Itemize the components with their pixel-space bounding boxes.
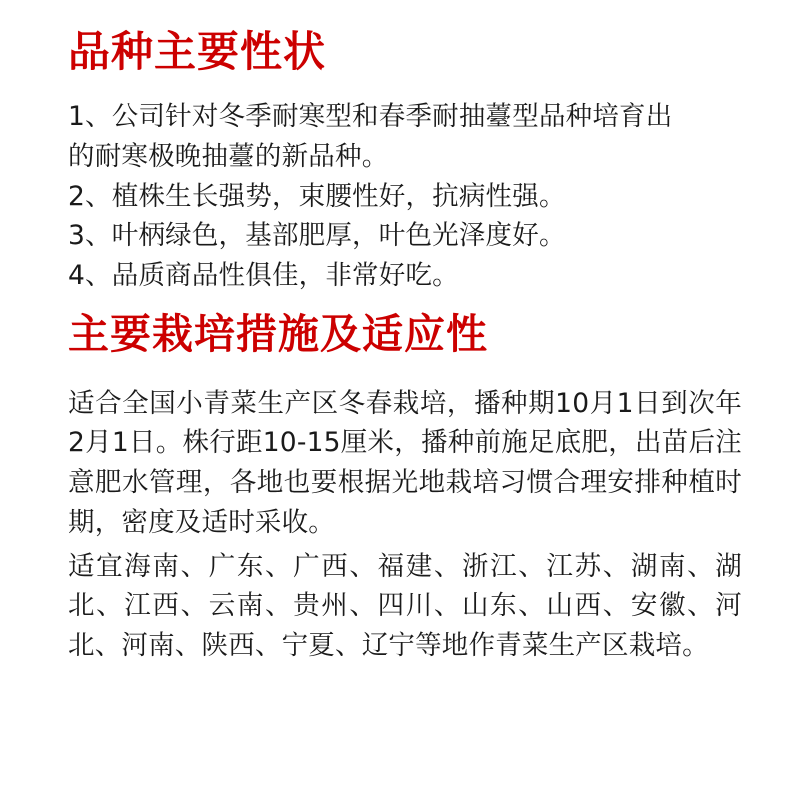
section-heading-variety-traits: 品种主要性状	[68, 27, 327, 76]
paragraph-suitable-regions: 适宜海南、广东、广西、福建、浙江、江苏、湖南、湖北、江西、云南、贵州、四川、山东、山西、安徽、河北、河南、陕西、宁夏、辽宁等地作青菜生产区栽培。	[68, 550, 742, 662]
paragraph-sowing-guidance: 适合全国小青菜生产区冬春栽培，播种期10月1日到次年2月1日。株行距10-15厘米，播种前施足底肥，出苗后注意肥水管理，各地也要根据光地栽培习惯合理安排种植时期，密度及适时采收。	[68, 387, 742, 538]
variety-traits-list	[68, 97, 742, 296]
list-item: 3、叶柄绿色，基部肥厚，叶色光泽度好。	[68, 220, 566, 252]
list-item: 1、公司针对冬季耐寒型和春季耐抽薹型品种培育出	[68, 101, 673, 133]
cultivation-paragraphs	[68, 384, 742, 666]
list-item: 4、品质商品性俱佳，非常好吃。	[68, 260, 459, 292]
list-item: 的耐寒极晚抽薹的新品种。	[68, 140, 389, 172]
list-item: 2、植株生长强势，束腰性好，抗病性强。	[68, 180, 566, 212]
section-heading-cultivation-measures: 主要栽培措施及适应性	[68, 309, 488, 358]
